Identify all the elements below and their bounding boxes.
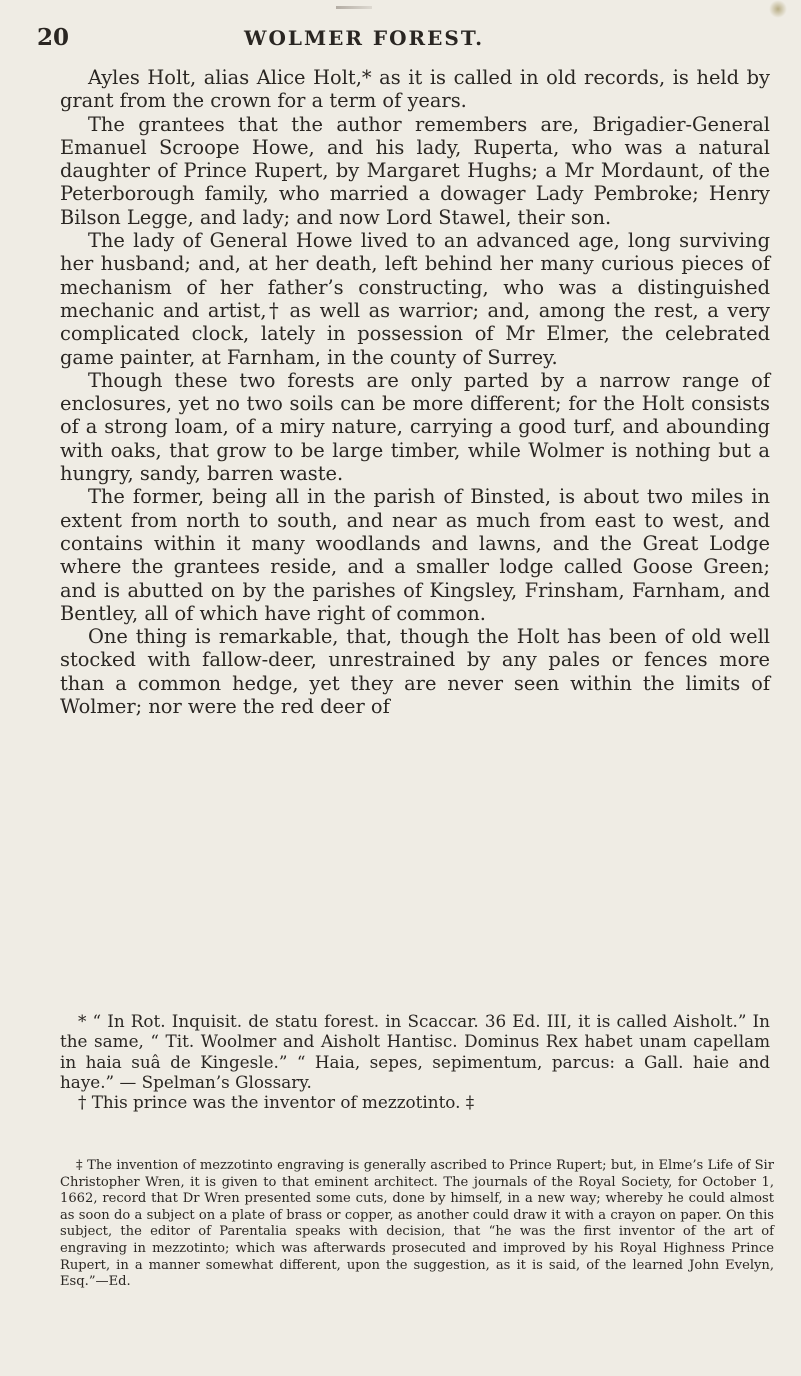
paper-stain [769,0,787,18]
footnote: † This prince was the inventor of mezzotinto. ‡ [78,1092,475,1113]
main-text [60,66,770,718]
paragraph: One thing is remarkable, that, though the Holt has been of old well stocked with fallow-deer, unrestrained by any pales or fences more than a common hedge, yet they are never seen within the limits of Wolmer; nor were the red deer of [60,625,770,719]
paragraph: Though these two forests are only parted by a narrow range of enclosures, yet no two soils can be more different; for the Holt consists of a strong loam, of a miry nature, carrying a good turf, and abounding with oaks, that grow to be large timber, while Wolmer is nothing but a hungry, sandy, barren waste. [60,368,770,486]
footnote: * “ In Rot. Inquisit. de statu forest. in Scaccar. 36 Ed. III, it is called Aisholt.” In the same, “ Tit. Woolmer and Aisholt Hantisc. Dominus Rex habet unam capellam in haia suâ de Kingesle.” “ Haia, sepes, sepimentum, parcus: a Gall. haie and haye.” — Spelman’s Glossary. [60,1011,770,1092]
ink-mark [336,6,372,9]
page-number: 20 [37,24,70,51]
paragraph: The lady of General Howe lived to an advanced age, long surviving her husband; and, at her death, left behind her many curious pieces of mechanism of her father’s constructing, who was a distinguished mechanic and artist,† as well as warrior; and, among the rest, a very complicated clock, lately in possession of Mr Elmer, the celebrated game painter, at Farnham, in the county of Surrey. [60,229,770,369]
running-title: WOLMER FOREST. [244,26,485,50]
editor-notes [60,1158,774,1291]
paragraph: The grantees that the author remembers are, Brigadier-General Emanuel Scroope Howe, and his lady, Ruperta, who was a natural daughter of Prince Rupert, by Margaret Hughs; a Mr Mordaunt, of the Peterborough family, who married a dowager Lady Pembroke; Henry Bilson Legge, and lady; and now Lord Stawel, their son. [60,112,770,229]
editor-note: ‡ The invention of mezzotinto engraving is generally ascribed to Prince Rupert; but, in Elme’s Life of Sir Christopher Wren, it is given to that eminent architect. The journals of the Royal Society, for October 1, 1662, record that Dr Wren presented some cuts, done by himself, in a new way; whereby he could almost as soon do a subject on a plate of brass or copper, as another could draw it with a crayon on paper. On this subject, the editor of Parentalia speaks with decision, that “he was the first inventor of the art of engraving in mezzotinto; which was afterwards prosecuted and improved by his Royal Highness Prince Rupert, in a manner somewhat different, upon the suggestion, as it is said, of the learned John Evelyn, Esq.”—Ed. [60,1158,774,1290]
paragraph: The former, being all in the parish of Binsted, is about two miles in extent from north to south, and near as much from east to west, and contains within it many woodlands and lawns, and the Great Lodge where the grantees reside, and a smaller lodge called Goose Green; and is abutted on by the parishes of Kingsley, Frinsham, Farnham, and Bentley, all of which have right of common. [60,485,770,625]
paragraph: Ayles Holt, alias Alice Holt,* as it is called in old records, is held by grant from the crown for a term of years. [60,66,770,113]
page-header [30,24,760,64]
footnotes [60,1011,770,1112]
